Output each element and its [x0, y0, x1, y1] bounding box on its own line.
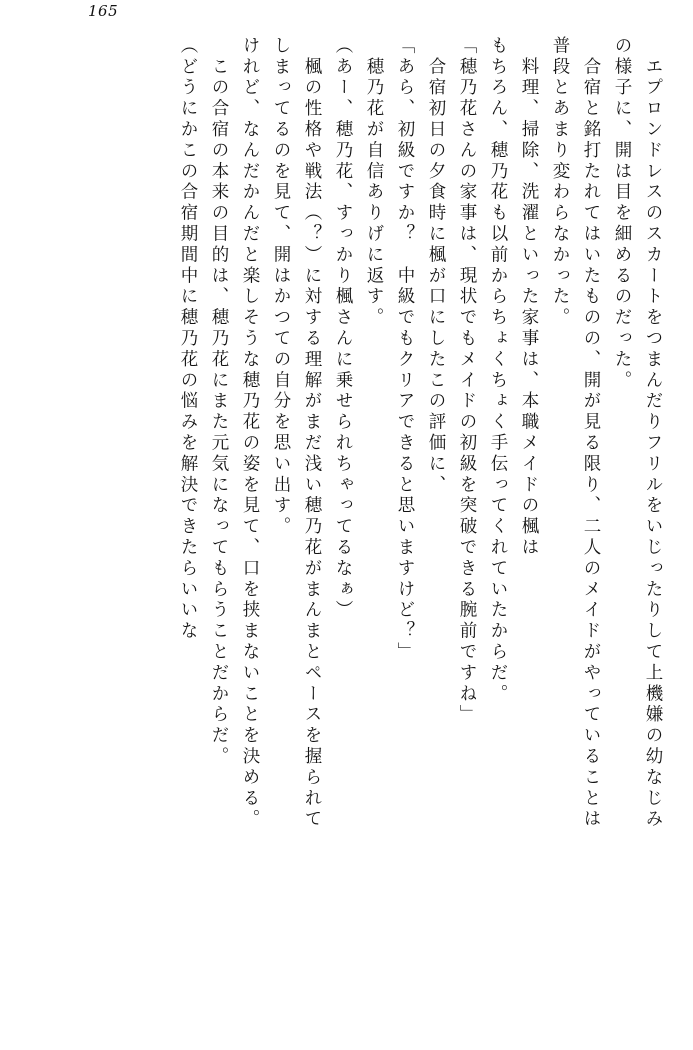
text-line: この合宿の本来の目的は、穂乃花にまた元気になってもらうことだからだ。: [209, 36, 229, 768]
text-line: しまってるのを見て、開はかつての自分を思い出す。: [271, 36, 291, 538]
text-line: 普段とあまり変わらなかった。: [550, 36, 570, 329]
text-line: 合宿と銘打たれてはいたものの、開が見る限り、二人のメイドがやっていることは: [581, 36, 601, 831]
text-line: 「穂乃花さんの家事は、現状でもメイドの初級を突破できる腕前ですね」: [457, 36, 477, 726]
text-line: 「あら、初級ですか？ 中級でもクリアできると思いますけど？」: [395, 36, 415, 663]
text-line: 穂乃花が自信ありげに返す。: [364, 36, 384, 329]
vertical-text-block: [40, 36, 661, 1011]
text-line: 合宿初日の夕食時に楓が口にしたこの評価に、: [426, 36, 446, 496]
text-line: 楓の性格や戦法（？）に対する理解がまだ浅い穂乃花がまんまとペースを握られて: [302, 36, 322, 831]
text-line: けれど、なんだかんだと楽しそうな穂乃花の姿を見て、口を挟まないことを決める。: [240, 36, 260, 831]
text-line: エプロンドレスのスカートをつまんだりフリルをいじったりして上機嫌の幼なじみ: [643, 36, 663, 831]
page-number: 165: [88, 2, 119, 20]
text-line: （どうにかこの合宿期間中に穂乃花の悩みを解決できたらいいな: [178, 36, 198, 643]
text-line: もちろん、穂乃花も以前からちょくちょく手伝ってくれていたからだ。: [488, 36, 508, 705]
text-line: 料理、掃除、洗濯といった家事は、本職メイドの楓は: [519, 36, 539, 559]
text-line: の様子に、開は目を細めるのだった。: [612, 36, 632, 392]
text-line: （あー、穂乃花、すっかり楓さんに乗せられちゃってるなぁ）: [333, 36, 353, 622]
